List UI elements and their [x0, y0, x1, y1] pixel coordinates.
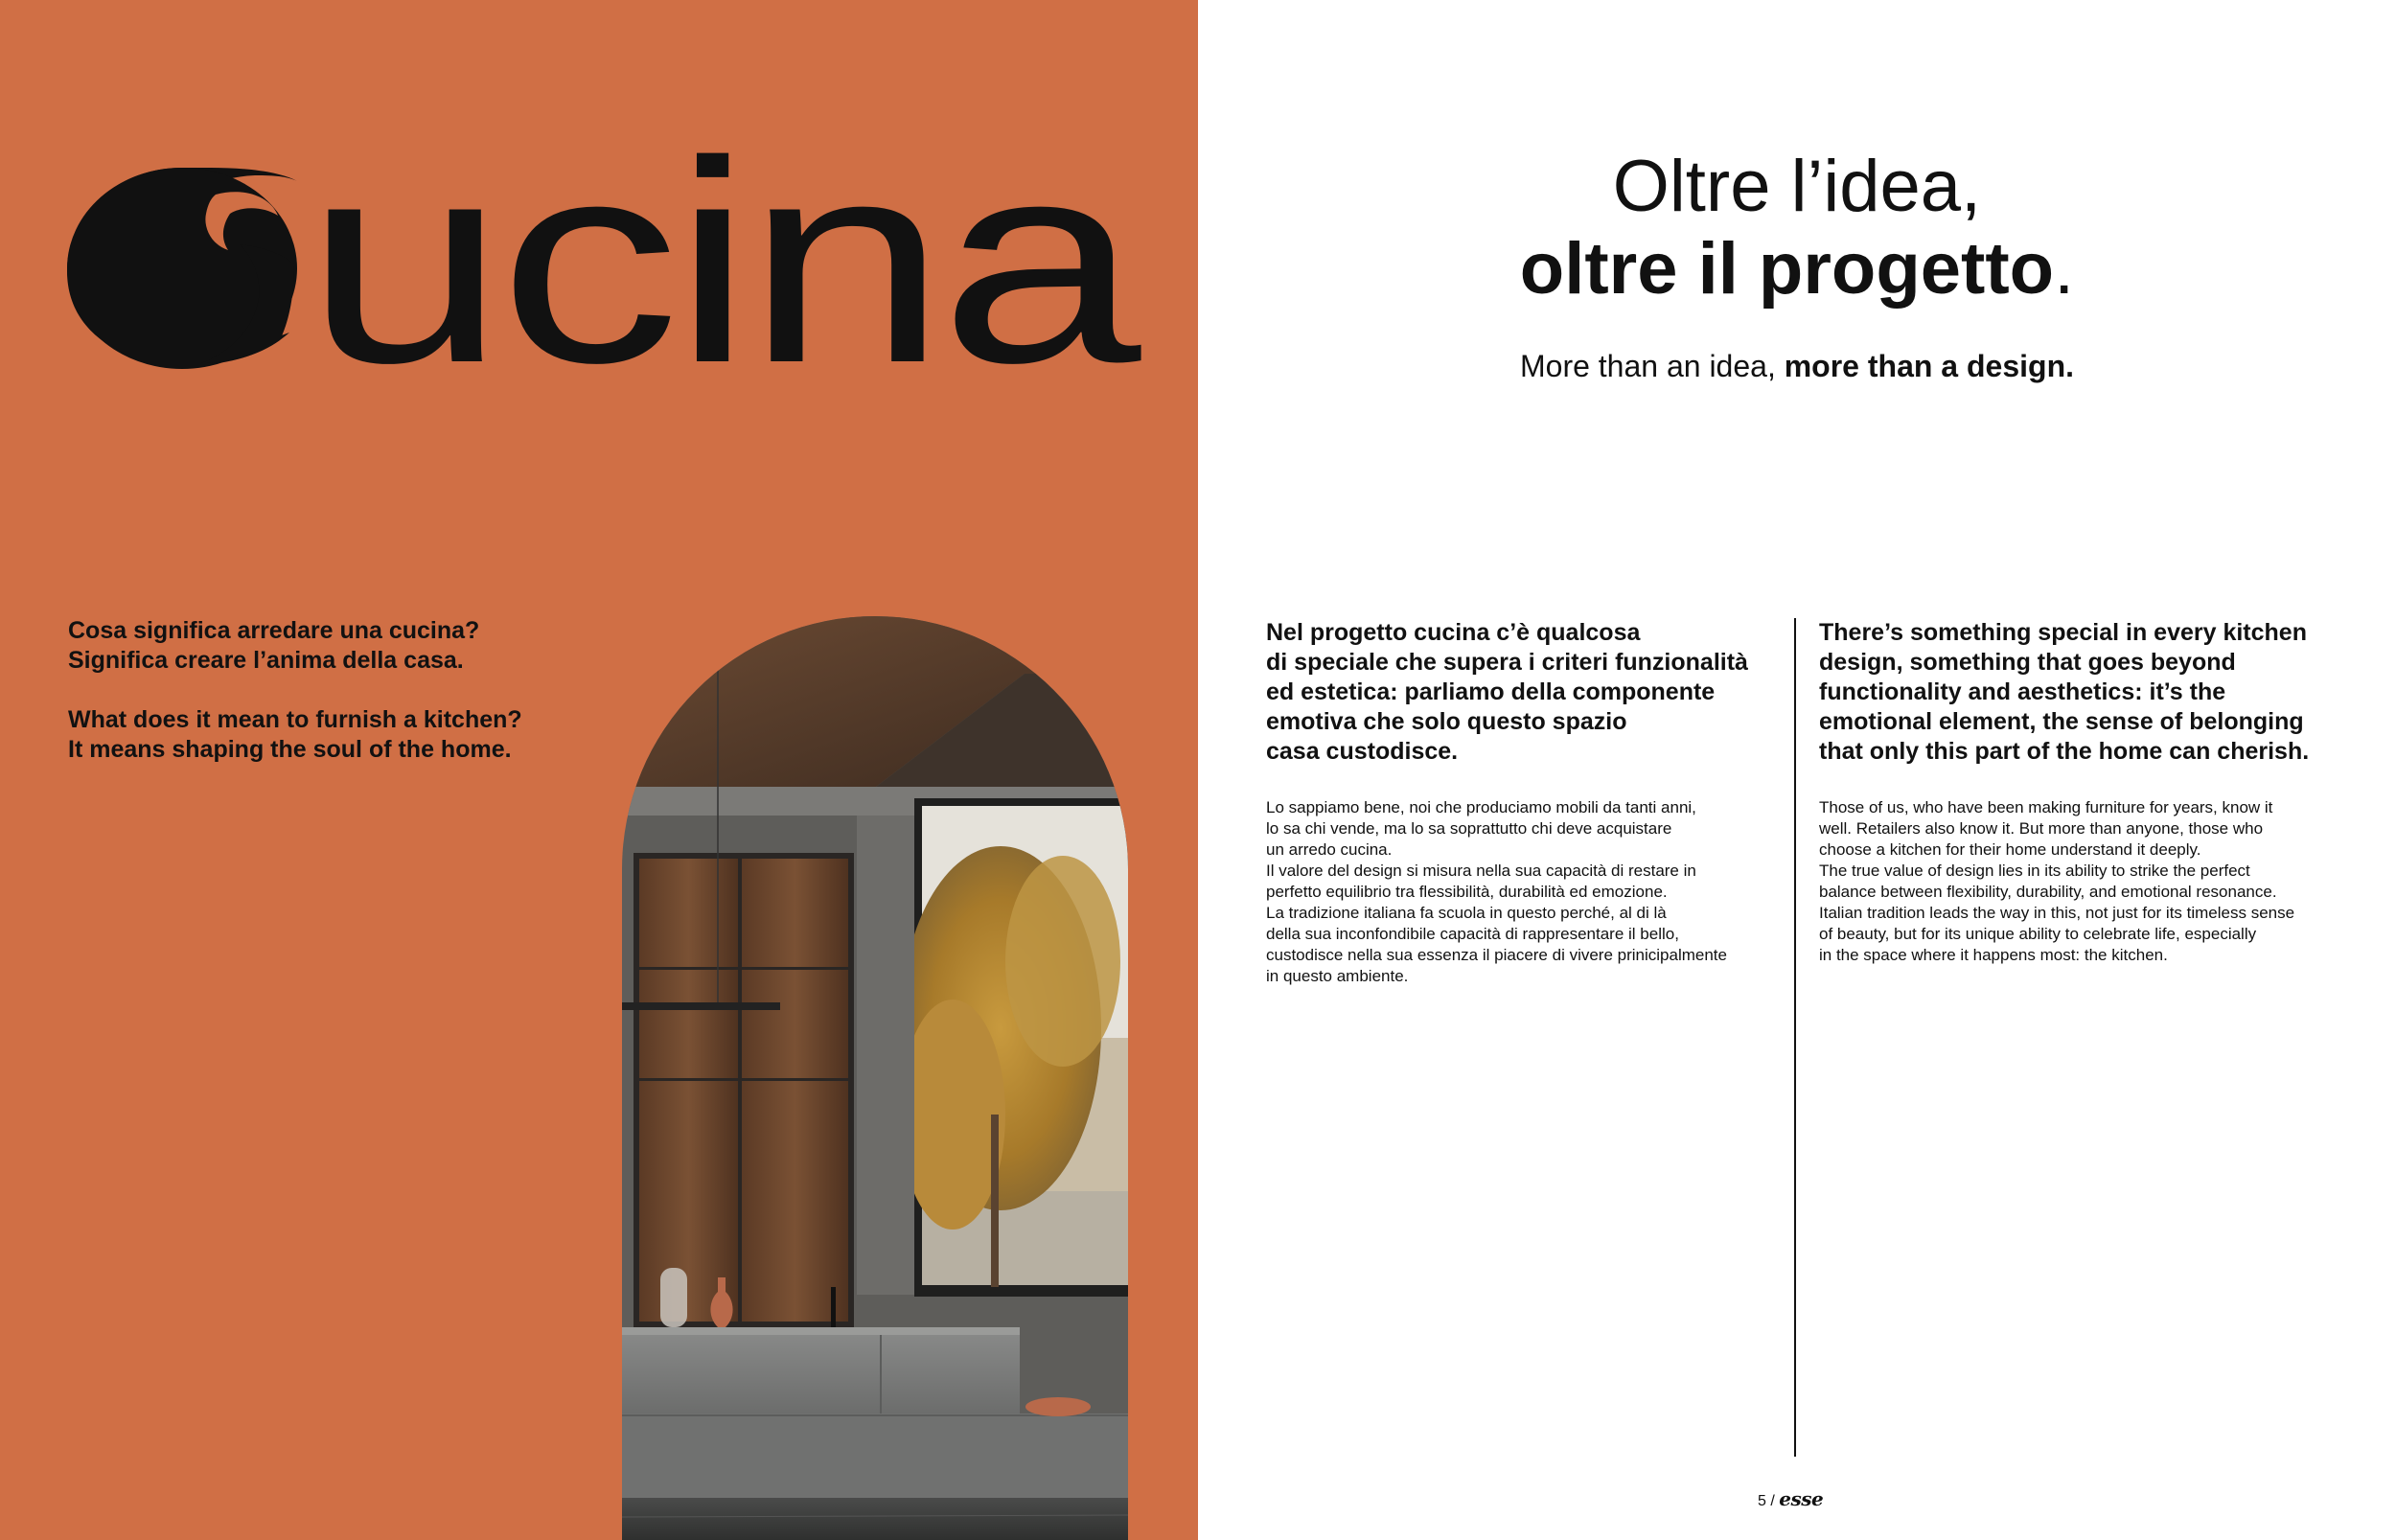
headline	[1198, 146, 2396, 310]
english-body-line: of beauty, but for its unique ability to celebrate life, especially	[1819, 925, 2257, 943]
intro-en-line-1: What does it mean to furnish a kitchen?	[68, 706, 522, 733]
italian-body-line: custodisce nella sua essenza il piacere di vivere prinicipalmente	[1266, 946, 1727, 964]
cucina-wordmark	[67, 81, 1143, 423]
kitchen-interior-photo	[622, 616, 1128, 1540]
english-body-line: Italian tradition leads the way in this, not just for its timeless sense	[1819, 904, 2295, 922]
english-lead	[1819, 618, 2337, 767]
english-body	[1819, 797, 2337, 966]
italian-lead	[1266, 618, 1764, 767]
intro-text	[68, 616, 605, 765]
english-lead-line: There’s something special in every kitchen	[1819, 619, 2307, 646]
english-lead-line: design, something that goes beyond	[1819, 649, 2236, 676]
subhead-regular: More than an idea,	[1519, 349, 1785, 383]
kitchen-photo-arch	[622, 616, 1128, 1540]
italian-body-line: La tradizione italiana fa scuola in questo perché, al di là	[1266, 904, 1667, 922]
english-body-line: The true value of design lies in its ability to strike the perfect	[1819, 862, 2250, 880]
english-body-line: balance between flexibility, durability, and emotional resonance.	[1819, 883, 2277, 901]
intro-it-line-2: Significa creare l’anima della casa.	[68, 647, 464, 674]
italian-body-line: perfetto equilibrio tra flessibilità, durabilità ed emozione.	[1266, 883, 1668, 901]
english-lead-line: that only this part of the home can cherish.	[1819, 738, 2310, 765]
english-body-line: well. Retailers also know it. But more than anyone, those who	[1819, 819, 2264, 838]
italian-lead-line: emotiva che solo questo spazio	[1266, 708, 1627, 735]
italian-lead-line: di speciale che supera i criteri funzionalità	[1266, 649, 1748, 676]
column-divider	[1794, 618, 1796, 1457]
english-lead-line: functionality and aesthetics: it’s the	[1819, 678, 2226, 705]
english-body-line: in the space where it happens most: the kitchen.	[1819, 946, 2168, 964]
headline-line-1: Oltre l’idea,	[1612, 146, 1982, 227]
page-number: 5 /	[1758, 1493, 1775, 1509]
italian-body-line: Il valore del design si misura nella sua capacità di restare in	[1266, 862, 1696, 880]
page-footer	[1758, 1487, 1823, 1510]
svg-text:ucina: ucina	[305, 101, 1143, 423]
italian-body-line: un arredo cucina.	[1266, 840, 1393, 859]
italian-body-line: della sua inconfondibile capacità di rappresentare il bello,	[1266, 925, 1679, 943]
subhead-bold: more than a design.	[1784, 349, 2074, 383]
italian-lead-line: ed estetica: parliamo della componente	[1266, 678, 1716, 705]
italian-body-line: Lo sappiamo bene, noi che produciamo mobili da tanti anni,	[1266, 798, 1696, 816]
right-page	[1198, 0, 2396, 1540]
brand-logo: esse	[1779, 1487, 1824, 1510]
headline-line-2-bold: oltre il progetto	[1519, 228, 2055, 310]
headline-line-2	[1198, 228, 2396, 310]
italian-column	[1266, 618, 1764, 987]
subheadline	[1198, 347, 2396, 385]
english-lead-line: emotional element, the sense of belonging	[1819, 708, 2304, 735]
english-body-line: Those of us, who have been making furniture for years, know it	[1819, 798, 2273, 816]
italian-body-line: lo sa chi vende, ma lo sa soprattutto chi deve acquistare	[1266, 819, 1672, 838]
english-body-line: choose a kitchen for their home understand it deeply.	[1819, 840, 2201, 859]
italian-body	[1266, 797, 1764, 987]
intro-it-line-1: Cosa significa arredare una cucina?	[68, 617, 480, 644]
intro-en-line-2: It means shaping the soul of the home.	[68, 736, 512, 763]
english-column	[1819, 618, 2337, 966]
italian-lead-line: Nel progetto cucina c’è qualcosa	[1266, 619, 1641, 646]
italian-body-line: in questo ambiente.	[1266, 967, 1409, 985]
headline-line-2-period: .	[2054, 228, 2075, 310]
italian-lead-line: casa custodisce.	[1266, 738, 1459, 765]
